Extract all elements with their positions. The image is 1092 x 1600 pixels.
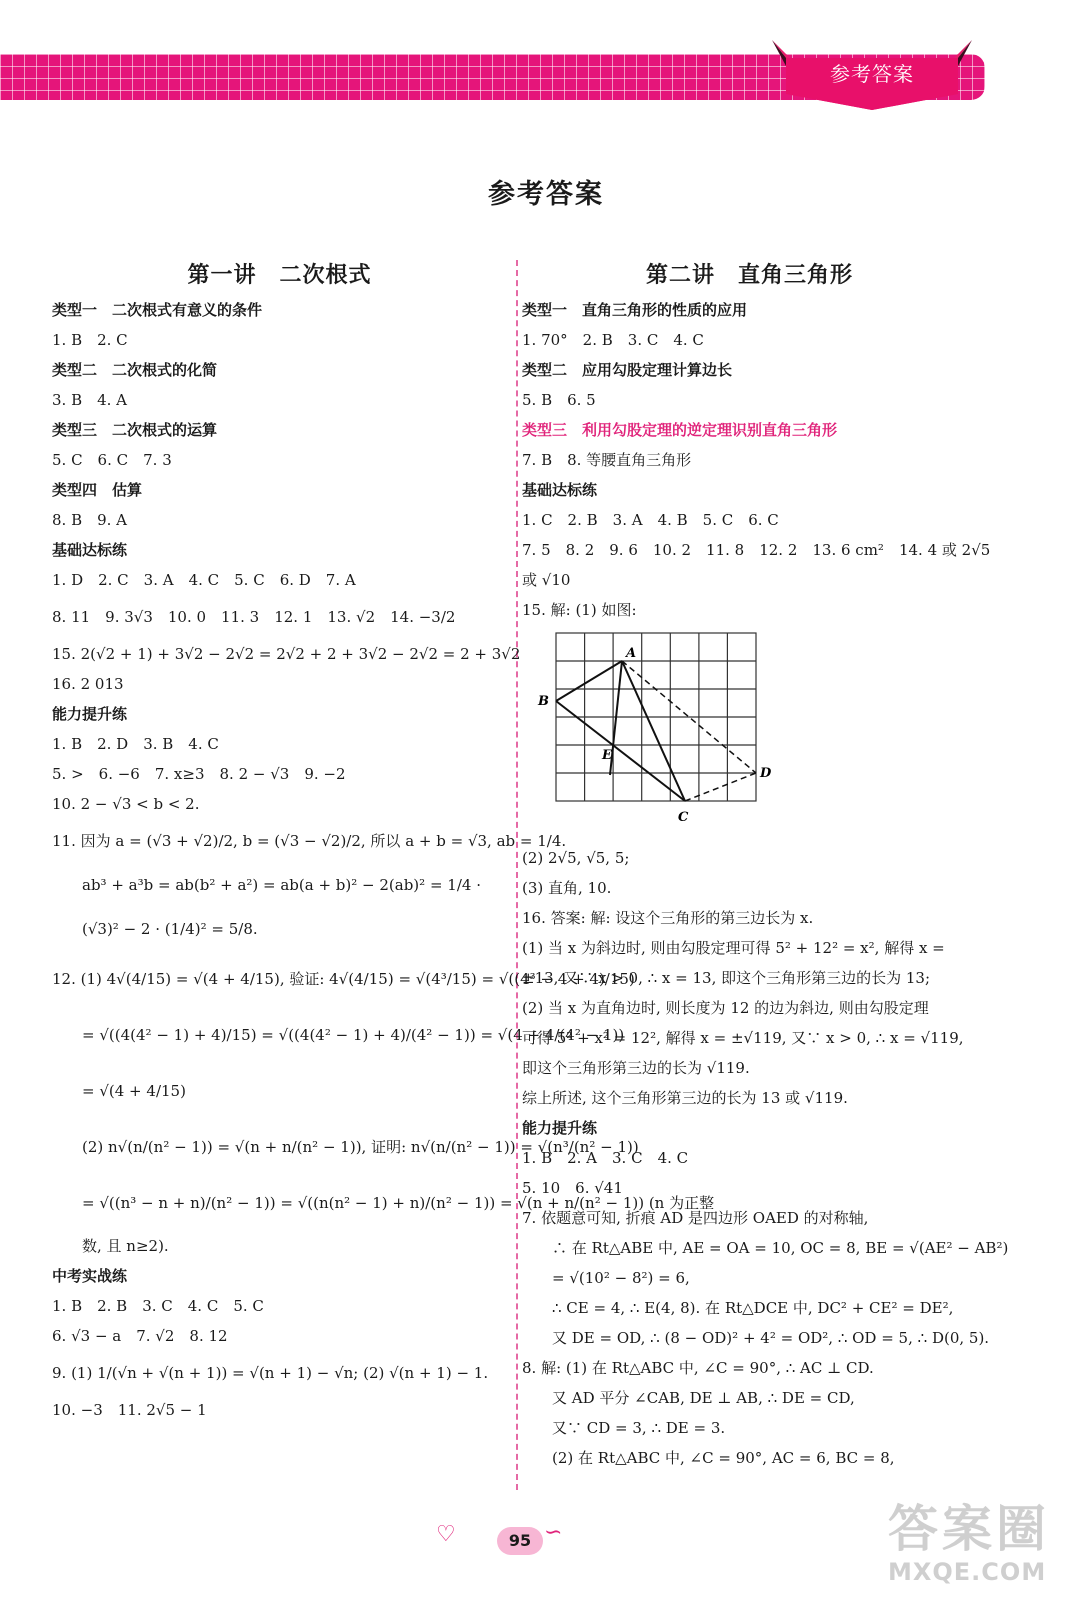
answer-line: 1. D 2. C 3. A 4. C 5. C 6. D 7. A: [52, 571, 356, 589]
section-heading: 类型四 估算: [52, 481, 143, 499]
answer-line: (2) 当 x 为直角边时, 则长度为 12 的边为斜边, 则由勾股定理: [522, 999, 929, 1017]
answer-line: 5. > 6. −6 7. x≥3 8. 2 − √3 9. −2: [52, 765, 346, 783]
answer-line: 1. B 2. B 3. C 4. C 5. C: [52, 1297, 264, 1315]
grid-diagram: [522, 625, 782, 843]
answer-line: 1. B 2. C: [52, 331, 128, 349]
section-heading: 基础达标练: [52, 541, 128, 559]
answer-line: 7. 5 8. 2 9. 6 10. 2 11. 8 12. 2 13. 6 cm² 14. 4 或 2√5: [522, 541, 991, 559]
answer-line: 5. 10 6. √41: [522, 1179, 623, 1197]
answer-line: (2) 2√5, √5, 5;: [522, 849, 630, 867]
answer-line: ±13, 又∵ x > 0, ∴ x = 13, 即这个三角形第三边的长为 13;: [522, 969, 931, 987]
section-heading: 类型一 直角三角形的性质的应用: [522, 301, 748, 319]
answer-line: = √(4 + 4/15): [82, 1082, 186, 1100]
answer-line: 3. B 4. A: [52, 391, 128, 409]
answer-line: 9. (1) 1/(√n + √(n + 1)) = √(n + 1) − √n; (2) √(n + 1) − 1.: [52, 1364, 489, 1382]
page-number: 95: [497, 1527, 543, 1555]
section-heading: 能力提升练: [52, 705, 128, 723]
answer-line: 8. 解: (1) 在 Rt△ABC 中, ∠C = 90°, ∴ AC ⊥ CD.: [522, 1359, 874, 1377]
right-column: [522, 258, 1009, 1473]
answer-line: = √((n³ − n + n)/(n² − 1)) = √((n(n² − 1) + n)/(n² − 1)) = √(n + n/(n² − 1)) (n 为正整: [82, 1194, 715, 1212]
label-c: C: [678, 810, 689, 825]
answer-line: 又∵ CD = 3, ∴ DE = 3.: [552, 1419, 726, 1437]
label-e: E: [602, 748, 612, 763]
answer-line: ab³ + a³b = ab(b² + a²) = ab(a + b)² − 2(ab)² = 1/4 ·: [82, 876, 481, 894]
answer-line: 16. 2 013: [52, 675, 124, 693]
page-title: 参考答案: [488, 179, 604, 210]
answer-line: 8. 11 9. 3√3 10. 0 11. 3 12. 1 13. √2 14. −3/2: [52, 608, 456, 626]
section-heading: 类型二 应用勾股定理计算边长: [522, 361, 733, 379]
answer-line: 10. −3 11. 2√5 − 1: [52, 1401, 207, 1419]
lecture-title-1: 第一讲 二次根式: [187, 262, 372, 288]
answer-line: (√3)² − 2 · (1/4)² = 5/8.: [82, 920, 258, 938]
header-tab-label: 参考答案: [830, 62, 914, 86]
answer-line: 5. B 6. 5: [522, 391, 596, 409]
watermark: 答案圈 MXQE.COM: [888, 1500, 1050, 1586]
answer-line: 即这个三角形第三边的长为 √119.: [522, 1059, 750, 1077]
triangle-lines: [556, 661, 685, 801]
answer-line: 15. 2(√2 + 1) + 3√2 − 2√2 = 2√2 + 2 + 3√2 − 2√2 = 2 + 3√2: [52, 645, 521, 663]
answer-line: ∴ CE = 4, ∴ E(4, 8). 在 Rt△DCE 中, DC² + CE² = DE²,: [552, 1299, 954, 1317]
answer-line: = √(10² − 8²) = 6,: [552, 1269, 690, 1287]
answer-line: 数, 且 n≥2).: [82, 1237, 169, 1255]
label-a: A: [626, 646, 637, 661]
label-b: B: [538, 694, 549, 709]
section-heading: 类型一 二次根式有意义的条件: [52, 301, 263, 319]
right-answer-list-a: [522, 295, 991, 625]
answer-line: 1. B 2. D 3. B 4. C: [52, 735, 219, 753]
section-heading: 类型二 二次根式的化简: [52, 361, 218, 379]
answer-line: (2) 在 Rt△ABC 中, ∠C = 90°, AC = 6, BC = 8,: [552, 1449, 895, 1467]
right-answer-list-b: [522, 843, 1009, 1473]
answer-line: (1) 当 x 为斜边时, 则由勾股定理可得 5² + 12² = x², 解得 x =: [522, 939, 945, 957]
answer-line: 6. √3 − a 7. √2 8. 12: [52, 1327, 228, 1345]
answer-line: 1. 70° 2. B 3. C 4. C: [522, 331, 704, 349]
answer-line: 综上所述, 这个三角形第三边的长为 13 或 √119.: [522, 1089, 848, 1107]
answer-line: (3) 直角, 10.: [522, 879, 612, 897]
section-heading: 能力提升练: [522, 1119, 598, 1137]
answer-line: 1. B 2. A 3. C 4. C: [522, 1149, 689, 1167]
column-divider: [516, 260, 518, 1490]
answer-line: 12. (1) 4√(4/15) = √(4 + 4/15), 验证: 4√(4/15) = √(4³/15) = √((4³ − 4 + 4)/15): [52, 970, 635, 988]
answer-line: 或 √10: [522, 571, 571, 589]
grid-lines: [556, 633, 756, 801]
answer-line: 15. 解: (1) 如图:: [522, 601, 637, 619]
answer-line: 7. 依题意可知, 折痕 AD 是四边形 OAED 的对称轴,: [522, 1209, 869, 1227]
answer-line: (2) n√(n/(n² − 1)) = √(n + n/(n² − 1)), 证明: n√(n/(n² − 1)) = √(n³/(n² − 1)): [82, 1138, 639, 1156]
answer-line: 可得 5² + x² = 12², 解得 x = ±√119, 又∵ x > 0, ∴ x = √119,: [522, 1029, 964, 1047]
swirl-icon: ∽: [544, 1520, 563, 1545]
section-heading: 中考实战练: [52, 1267, 128, 1285]
section-heading: 类型三 利用勾股定理的逆定理识别直角三角形: [522, 421, 838, 439]
answer-line: 16. 答案: 解: 设这个三角形的第三边长为 x.: [522, 909, 814, 927]
answer-line: 11. 因为 a = (√3 + √2)/2, b = (√3 − √2)/2, 所以 a + b = √3, ab = 1/4.: [52, 832, 567, 850]
answer-line: 又 AD 平分 ∠CAB, DE ⊥ AB, ∴ DE = CD,: [552, 1389, 855, 1407]
section-heading: 基础达标练: [522, 481, 598, 499]
answer-line: = √((4(4² − 1) + 4)/15) = √((4(4² − 1) + 4)/(4² − 1)) = √(4 + 4/(4² − 1)): [82, 1026, 625, 1044]
answer-line: 1. C 2. B 3. A 4. B 5. C 6. C: [522, 511, 779, 529]
answer-line: 又 DE = OD, ∴ (8 − OD)² + 4² = OD², ∴ OD = 5, ∴ D(0, 5).: [552, 1329, 990, 1347]
section-heading: 类型三 二次根式的运算: [52, 421, 218, 439]
lecture-title-2: 第二讲 直角三角形: [645, 262, 853, 288]
label-d: D: [760, 766, 772, 781]
answer-line: 8. B 9. A: [52, 511, 128, 529]
answer-line: 5. C 6. C 7. 3: [52, 451, 172, 469]
answer-line: ∴ 在 Rt△ABE 中, AE = OA = 10, OC = 8, BE = √(AE² − AB²): [552, 1239, 1009, 1257]
grid-figure: [522, 625, 977, 843]
heart-icon: ♡: [436, 1522, 456, 1547]
answer-line: 10. 2 − √3 < b < 2.: [52, 795, 200, 813]
answer-line: 7. B 8. 等腰直角三角形: [522, 451, 692, 469]
